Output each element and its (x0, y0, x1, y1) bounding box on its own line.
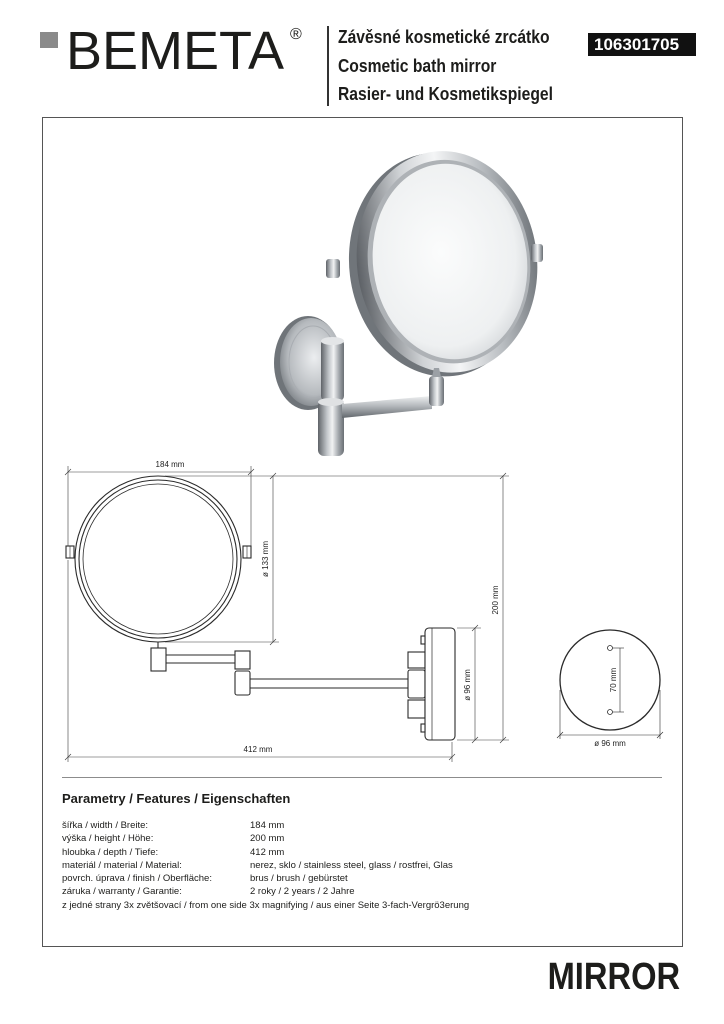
spec-label: povrch. úprava / finish / Oberfläche: (62, 873, 212, 885)
section-divider (62, 777, 662, 778)
drawing-joint1-upper (235, 651, 250, 669)
drawing-neck (151, 648, 166, 671)
mounting-hole-bottom (608, 710, 613, 715)
dimension-mirror-diameter-label: ø 133 mm (261, 540, 270, 578)
spec-row-depth (62, 846, 662, 859)
spec-row-warranty (62, 885, 662, 898)
arm-joint-lower (318, 400, 344, 456)
mirror-outline-outer (75, 476, 241, 642)
mirror-outline-middle (79, 480, 237, 638)
product-title-cs: Závěsné kosmetické zrcátko (338, 27, 550, 47)
spec-value: 2 roky / 2 years / 2 Jahre (250, 886, 355, 898)
drawing-screw-bottom (421, 724, 425, 732)
brand-logo: BEMETA (66, 21, 285, 81)
dimension-depth-label: 412 mm (243, 745, 273, 754)
drawing-wall-bracket (425, 628, 455, 740)
spec-value: nerez, sklo / stainless steel, glass / rostfrei, Glas (250, 859, 453, 871)
dimension-height-label: 200 mm (491, 585, 500, 615)
drawing-joint2-middle (408, 670, 425, 698)
product-title-en: Cosmetic bath mirror (338, 55, 497, 76)
drawing-joint2-bottom (408, 700, 425, 718)
bracket-tube (321, 339, 344, 401)
product-title-de: Rasier- und Kosmetikspiegel (338, 84, 553, 104)
swing-arm (342, 396, 432, 418)
mounting-hole-top (608, 646, 613, 651)
mirror-neck (429, 376, 444, 406)
mirror-outline-inner (83, 484, 233, 634)
spec-label: výška / height / Höhe: (62, 833, 154, 845)
registered-mark: ® (290, 26, 302, 43)
pivot-pin-left (326, 259, 340, 278)
features-heading: Parametry / Features / Eigenschaften (62, 791, 291, 806)
category-label: MIRROR (547, 956, 680, 998)
spec-label: šířka / width / Breite: (62, 820, 149, 831)
product-photo (274, 141, 550, 456)
drawing-screw-top (421, 636, 425, 644)
bracket-tube-cap (321, 337, 344, 345)
spec-row-finish (62, 872, 662, 885)
spec-label: hloubka / depth / Tiefe: (62, 846, 159, 858)
drawing-joint1-lower (235, 671, 250, 695)
product-code-badge: 106301705 (588, 33, 696, 56)
arm-joint-cap (318, 398, 344, 406)
spec-value: 184 mm (250, 820, 285, 831)
dimension-hole-spacing-label: 70 mm (609, 667, 618, 693)
spec-label: materiál / material / Material: (62, 859, 182, 871)
drawing-joint2-top (408, 652, 425, 668)
spec-label: záruka / warranty / Garantie: (62, 886, 182, 898)
spec-value: brus / brush / gebürstet (250, 873, 348, 885)
spec-row-width (62, 819, 662, 832)
spec-table (62, 819, 662, 912)
dimension-width-label: 184 mm (155, 460, 185, 469)
spec-row-material (62, 859, 662, 872)
spec-value: 200 mm (250, 833, 285, 845)
dimension-plate-diameter-label: ø 96 mm (463, 669, 472, 701)
front-view-drawing (66, 476, 455, 740)
pivot-pin-right (531, 244, 543, 262)
dimension-plate-diameter-label-side: ø 96 mm (594, 739, 626, 748)
mirror-head (336, 141, 550, 387)
spec-note: z jedné strany 3x zvětšovací / from one side 3x magnifying / aus einer Seite 3-fach-Vergrö3erung (62, 899, 470, 911)
spec-value: 412 mm (250, 846, 285, 858)
spec-row-height (62, 832, 662, 845)
